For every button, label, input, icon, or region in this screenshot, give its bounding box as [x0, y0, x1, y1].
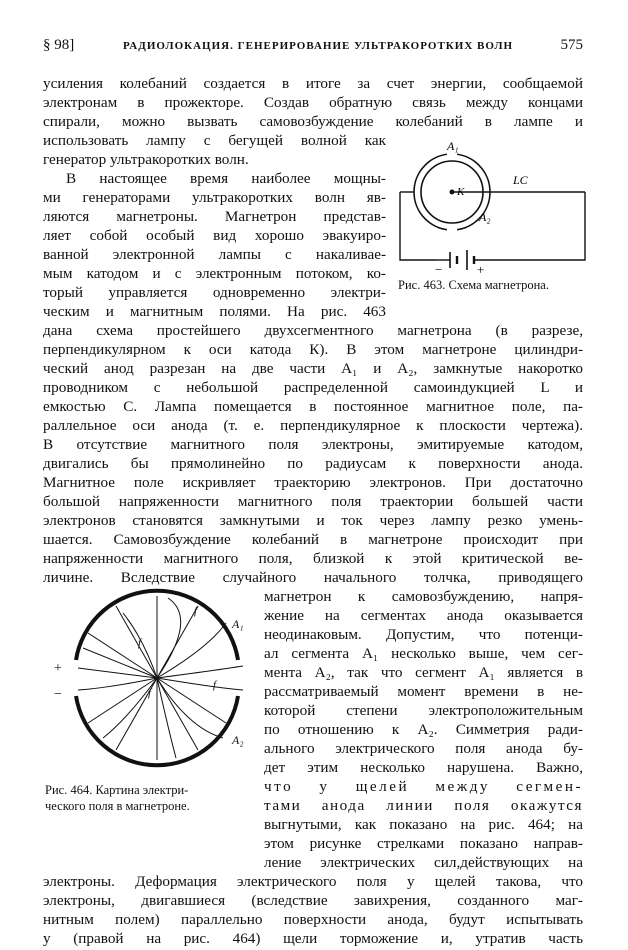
text-line: ление электрических сил,действующих на	[264, 854, 583, 871]
right-wire	[505, 192, 585, 260]
text-line: шается. Самовозбуждение колебаний в магнетроне происходит при	[43, 531, 583, 548]
text-line: электроны. Деформация электрического поля у щелей такова, что	[43, 873, 583, 890]
label-a1: A₁	[447, 140, 459, 153]
text-line: В отсутствие магнитного поля электроны, эмитируемые катодом,	[43, 436, 583, 453]
page-number: 575	[560, 37, 583, 53]
gap-bottom	[447, 228, 457, 232]
text-line: которой степени электроположительным	[264, 702, 583, 719]
text-line: двигались бы прямолинейно по радиусам к поверхности анода.	[43, 455, 583, 472]
text-line: торый управляется одновременно электри-	[43, 284, 386, 301]
text-line: по отношению к А₂. Симметрия ради-	[264, 721, 583, 738]
text-line: дет этим несколько нарушена. Важно,	[264, 759, 583, 776]
label-minus: −	[435, 262, 443, 275]
text-line: дана схема простейшего двухсегментного магнетрона (в разрезе,	[43, 322, 583, 339]
text-line: ческим и магнитным полями. На рис. 463	[43, 303, 386, 320]
force-label: f	[138, 637, 142, 649]
text-line: напряженности магнитного поля, близкой к этой критической ве-	[43, 550, 583, 567]
figure-463-caption: Рис. 463. Схема магнетрона.	[398, 278, 549, 292]
text-line: личине. Вследствие случайного начального толчка, приводящего	[43, 569, 583, 586]
text-line: неодинаковым. Допустим, что потенци-	[264, 626, 583, 643]
left-wire	[400, 192, 435, 260]
text-line: электронов становятся замкнутыми и ток через лампу резко умень-	[43, 512, 583, 529]
label-k: K	[457, 186, 465, 198]
text-line: В настоящее время наиболее мощны-	[66, 170, 386, 187]
text-line: тами анода линии поля окажутся	[264, 797, 583, 814]
label-a2: A₂	[232, 733, 244, 747]
text-line: ал сегмента А₁ несколько выше, чем сег-	[264, 645, 583, 662]
text-line: нитным полем) параллельно поверхности анода, будут испытывать	[43, 911, 583, 928]
force-label: f	[148, 687, 152, 699]
label-plus: +	[54, 661, 62, 676]
label-a2: A₂	[479, 210, 491, 224]
cathode-dot	[450, 190, 455, 195]
label-minus: −	[54, 687, 62, 702]
force-label: f	[213, 679, 217, 691]
text-line: ляет собой особый вид хорошо эвакуиро-	[43, 227, 386, 244]
label-a1: A₁	[232, 617, 244, 631]
label-lc: LC	[513, 173, 528, 187]
figure-464-field-lines	[48, 578, 258, 778]
text-line: перпендикулярном к оси катода К). В этом магнетроне цилиндри-	[43, 341, 583, 358]
text-line: выгнутыми, как показано на рис. 464; на	[264, 816, 583, 833]
text-line: магнетрон к самовозбуждению, напря-	[264, 588, 583, 605]
force-label: f	[194, 605, 198, 617]
text-line: генератор ультракоротких волн.	[43, 151, 249, 168]
section-number: § 98]	[43, 37, 75, 53]
text-line: использовать лампу с бегущей волной как	[43, 132, 386, 149]
text-line: большой напряженности магнитного поля траектории большей части	[43, 493, 583, 510]
text-line: емкостью С. Лампа помещается в постоянное магнитное поле, па-	[43, 398, 583, 415]
text-line: электронам в прожекторе. Создав обратную связь между концами	[43, 94, 583, 111]
figure-464-caption-line: ческого поля в магнетроне.	[45, 799, 190, 813]
running-header	[43, 37, 583, 59]
text-line: спирали, можно вызвать самовозбуждение колебаний в лампе и	[43, 113, 583, 130]
text-line: ческий анод разрезан на две части А₁ и А₂, замкнутые накоротко	[43, 360, 583, 377]
text-line: жение на сегментах анода оказывается	[264, 607, 583, 624]
text-line: этом рисунке стрелками показано направ-	[264, 835, 583, 852]
text-line: проводником с небольшой распределенной самоиндукцией L и	[43, 379, 583, 396]
text-line: Магнитное поле искривляет траекторию электронов. При достаточно	[43, 474, 583, 491]
text-line: раллельное оси анода (т. е. перпендикулярное к плоскости чертежа).	[43, 417, 583, 434]
text-line: усиления колебаний создается в итоге за счет энергии, сообщаемой	[43, 75, 583, 92]
text-line: мым катодом и с электронным потоком, ко-	[43, 265, 386, 282]
text-line: ванной электронной лампы с накаливае-	[43, 246, 386, 263]
label-plus: +	[477, 262, 485, 275]
text-line: ляются магнетроны. Магнетрон представ-	[43, 208, 386, 225]
text-line: рассматриваемый момент времени в не-	[264, 683, 583, 700]
text-line: электроны, двигавшиеся (вследствие завихрения, созданного маг-	[43, 892, 583, 909]
figure-463-magnetron-schematic	[395, 140, 590, 275]
figure-464-caption-line: Рис. 464. Картина электри-	[45, 783, 189, 797]
text-line: что у щелей между сегмен-	[264, 778, 583, 795]
text-line: у (правой на рис. 464) щели торможение и, утратив часть	[43, 930, 583, 947]
text-line: ми генераторами ультракоротких волн яв-	[43, 189, 386, 206]
text-line: ального электрического поля анода бу-	[264, 740, 583, 757]
text-line: мента А₂, так что сегмент А₁ является в	[264, 664, 583, 681]
running-title: РАДИОЛОКАЦИЯ. ГЕНЕРИРОВАНИЕ УЛЬТРАКОРОТКИХ ВОЛН	[123, 40, 514, 52]
